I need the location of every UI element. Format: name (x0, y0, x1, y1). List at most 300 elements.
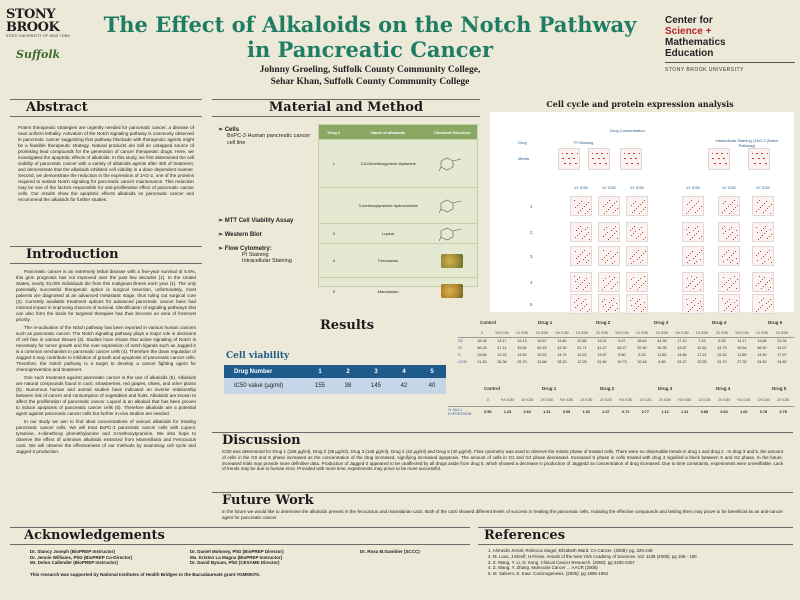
flow-dot (578, 228, 579, 229)
flow-dot (641, 311, 642, 312)
flow-dot (575, 207, 576, 208)
via-header-4: 4 (402, 368, 406, 375)
ack-name: Dr. David Bynum, PhD (CESAME Director) (190, 560, 280, 566)
cc-cell: 52.90 (637, 345, 647, 350)
cc-col-label: 2X IC50 (775, 330, 789, 335)
flow-dot (737, 263, 738, 264)
flow-dot (638, 280, 639, 281)
abstract-section (10, 99, 202, 203)
alkaloid-number: 3 (332, 231, 335, 236)
flow-dot (615, 254, 616, 255)
flow-dot (756, 311, 757, 312)
flow-dot (762, 279, 763, 280)
ack-name: Ms. Kristen La Magna (BioPREP Instructor) (190, 554, 283, 560)
discussion-heading: Discussion (222, 433, 301, 448)
flow-dot (697, 226, 698, 227)
flow-conc-label: 2X IC50 (756, 186, 770, 190)
flow-dot (688, 211, 689, 212)
cc-row (458, 337, 794, 344)
alkaloid-row (319, 187, 477, 223)
ack-heading: Acknowledgements (24, 528, 165, 543)
via-header-2: 2 (346, 368, 350, 375)
flow-dot (641, 255, 642, 256)
flow-dot (575, 237, 576, 238)
flow-dot (730, 278, 731, 279)
flow-dot (608, 309, 609, 310)
flow-dot (723, 203, 724, 204)
flow-dot (689, 260, 690, 261)
flow-dot (767, 153, 768, 154)
flow-dot (643, 309, 644, 310)
flow-dot (608, 283, 609, 284)
flow-dot (769, 306, 770, 307)
flow-dot (686, 287, 687, 288)
cc-cell: 23.34 (777, 339, 787, 343)
flow-dot (630, 288, 631, 289)
flow-dot (573, 158, 574, 159)
flow-dot (587, 211, 588, 212)
flow-dot (610, 237, 611, 238)
flow-dot (760, 251, 761, 252)
flow-dot (724, 210, 725, 211)
flow-dot (633, 233, 634, 234)
flow-conc-label: 1X IC50 (686, 186, 700, 190)
flow-conc-label: 2X IC50 (630, 186, 644, 190)
viability-header-row (224, 365, 446, 378)
cc-cell: 13.23 (577, 352, 587, 357)
flow-dot (767, 308, 768, 309)
cc-group-label: Control (480, 320, 496, 325)
logo-text-stony: STONY (6, 7, 56, 22)
flow-dot (699, 282, 700, 283)
flow-dot (729, 213, 730, 214)
cc-col-label: ½X IC50 (495, 330, 509, 335)
flow-dot (695, 298, 696, 299)
cc-cell: 19.13 (517, 339, 527, 343)
flow-dot (636, 208, 637, 209)
results-heading: Results (320, 318, 375, 333)
flow-dot (723, 233, 724, 234)
cc-col-label: ½X IC50 (735, 330, 749, 335)
alkaloid-row (319, 243, 477, 277)
flow-dot (757, 260, 758, 261)
jag-cell: 1.12 (661, 409, 669, 414)
flow-dot (764, 261, 765, 262)
flow-plot (570, 272, 592, 292)
flow-dot (686, 257, 687, 258)
flow-dot (723, 261, 724, 262)
flow-dot (693, 230, 694, 231)
flow-dot (631, 279, 632, 280)
cc-cell: 43.97 (777, 345, 787, 350)
jag-col-label: 1X IC50 (698, 398, 711, 402)
flow-dot (577, 305, 578, 306)
flow-dot (758, 209, 759, 210)
jag-group-label: Drug 5 (772, 386, 787, 391)
chemical-structure (428, 284, 477, 298)
flow-row-number: 5 (530, 302, 533, 307)
flow-conc-label: 1X IC50 (602, 186, 616, 190)
flow-dot (631, 263, 632, 264)
flow-dot (734, 302, 735, 303)
cc-col-label: 2X IC50 (595, 330, 609, 335)
flow-dot (632, 298, 633, 299)
flow-col-pi: PI Staining (574, 140, 594, 145)
flow-dot (767, 252, 768, 253)
flow-dot (724, 254, 725, 255)
flow-plot (570, 246, 592, 266)
jag-cell: 0.85 (700, 409, 709, 414)
flow-dot (733, 209, 734, 210)
cc-cell: 11.80 (657, 352, 667, 357)
flow-dot (697, 254, 698, 255)
flow-dot (574, 302, 575, 303)
flow-dot (607, 232, 608, 233)
flow-dot (606, 311, 607, 312)
flow-dot (687, 262, 688, 263)
flow-dot (636, 252, 637, 253)
cc-row-label: G1 (458, 345, 463, 350)
flow-dot (645, 251, 646, 252)
cc-cell: 14.66 (677, 352, 687, 357)
chemical-structure (428, 198, 477, 214)
flow-dot (765, 226, 766, 227)
flow-dot (606, 211, 607, 212)
flow-dot (688, 311, 689, 312)
flow-dot (645, 307, 646, 308)
alkaloid-number: 5 (332, 288, 335, 294)
flow-dot (699, 308, 700, 309)
flow-dot (564, 163, 565, 164)
flow-dot (752, 153, 753, 154)
flow-dot (638, 206, 639, 207)
flow-dot (594, 163, 595, 164)
flow-dot (605, 278, 606, 279)
flow-dot (574, 200, 575, 201)
flow-dot (612, 279, 613, 280)
flow-dot (582, 282, 583, 283)
alkaloid-row (319, 223, 477, 243)
flow-dot (701, 206, 702, 207)
cc-cell: 16.34 (477, 339, 487, 343)
flow-dot (730, 204, 731, 205)
flow-dot (609, 302, 610, 303)
jag-col-label: ½X IC50 (500, 398, 515, 402)
flow-dot (756, 153, 757, 154)
flow-col-ic: Intracellular Staining (JAG-2 (Notch Pathway) (715, 138, 779, 148)
flow-dot (701, 280, 702, 281)
flow-dot (700, 289, 701, 290)
flow-dot (756, 285, 757, 286)
flow-dot (723, 158, 724, 159)
flow-dot (765, 284, 766, 285)
jag2-table (448, 386, 794, 416)
flow-dot (639, 153, 640, 154)
flow-dot (578, 298, 579, 299)
flow-dot (576, 230, 577, 231)
flow-dot (633, 153, 634, 154)
flow-dot (722, 286, 723, 287)
jag-group-label: Drug 3 (658, 386, 673, 391)
flow-dot (617, 208, 618, 209)
flow-dot (638, 306, 639, 307)
logo-text-brook: BROOK (6, 20, 60, 35)
flow-dot (641, 227, 642, 228)
flow-dot (729, 287, 730, 288)
authors (220, 64, 520, 88)
ack-col-3 (360, 549, 460, 566)
cc-cell: 27.30 (737, 359, 747, 364)
flow-dot (576, 300, 577, 301)
cc-cell: 31.84 (597, 359, 607, 364)
flow-dot (636, 282, 637, 283)
intro-paragraph-4: In our study we aim to find ideal concentrations of various alkaloids for treating pancreatic cancer cells. We will treat BxPC-3 pancreatic cancer cells with Lupeol, tyramine, 4-dimethoxy phenethylamine and 3-methoxytyramine. We also hope to observe the effect of unknown alkaloids extracted from Mammillaria and Ferocactus cacti. We will observe the effectiveness of our methods by examining cell cycle and Jagged-2 production. (16, 419, 196, 454)
cc-cell: 21.53 (477, 359, 487, 364)
cc-cell: 44.39 (657, 339, 667, 343)
flow-dot (578, 256, 579, 257)
reference-item: 4. Z. Wang, Y. Zhang. Molecular Cancer ... AACR (2006) (488, 565, 598, 571)
flow-dot (722, 228, 723, 229)
cells-detail: BxPC-3 Human pancreatic cancer cell line (227, 133, 311, 146)
flow-dot (771, 234, 772, 235)
future-heading: Future Work (222, 493, 314, 508)
flow-dot (736, 230, 737, 231)
flow-plot (718, 222, 740, 242)
flow-dot (630, 300, 631, 301)
cc-cell: 7.43 (698, 339, 706, 343)
ack-name: Dr. Jennie Williams, PhD (BioPREP Co-Director) (30, 554, 133, 560)
flow-dot (760, 307, 761, 308)
flow-dot (724, 284, 725, 285)
csme-line-1: Center for (665, 15, 713, 26)
flow-dot (733, 283, 734, 284)
flow-dot (730, 304, 731, 305)
flow-dot (635, 158, 636, 159)
cc-cell: 15.67 (537, 339, 547, 343)
csme-university: STONY BROOK UNIVERSITY (665, 67, 744, 73)
cc-cell: 60.15 (537, 345, 547, 350)
flow-dot (763, 286, 764, 287)
flow-dot (584, 206, 585, 207)
jag-col-label: 2X IC50 (540, 398, 554, 402)
flow-dot (612, 235, 613, 236)
flow-dot (697, 310, 698, 311)
flow-dot (640, 234, 641, 235)
flow-row-number: 3 (530, 254, 533, 259)
cc-cell: 13.21 (597, 339, 607, 343)
flow-dot (643, 239, 644, 240)
flow-dot (634, 284, 635, 285)
flow-dot (712, 153, 713, 154)
csme-line-2: Science + (665, 26, 712, 37)
flow-dot (752, 158, 753, 159)
cc-cell: 15.66 (477, 352, 487, 357)
flow-plot (626, 222, 648, 242)
flow-dot (607, 202, 608, 203)
flow-dot (692, 237, 693, 238)
flow-label: Flow Cytometry: (224, 246, 272, 252)
flow-dot (578, 212, 579, 213)
ack-col-1 (30, 549, 190, 566)
flow-plot (682, 246, 704, 266)
cc-row-label: G0 (458, 339, 463, 343)
cc-cell: 17.21 (697, 352, 707, 357)
flow-dot (605, 163, 606, 164)
cc-cell: 22.80 (577, 339, 587, 343)
flow-dot (766, 231, 767, 232)
alk-header-name: Name of alkaloids (371, 129, 406, 135)
flow-dot (768, 301, 769, 302)
jag-cell: 1.66 (740, 409, 748, 414)
flow-dot (762, 305, 763, 306)
flow-dot (592, 153, 593, 154)
flow-dot (637, 259, 638, 260)
flow-dot (763, 158, 764, 159)
flow-dot (603, 306, 604, 307)
flow-dot (587, 285, 588, 286)
jag-cell: 0.56 (484, 409, 492, 414)
via-value-5: 40 (428, 383, 436, 389)
flow-dot (726, 208, 727, 209)
flow-dot (581, 303, 582, 304)
flow-dot (762, 205, 763, 206)
flow-dot (694, 305, 695, 306)
flow-figure (490, 112, 794, 312)
introduction-section (10, 246, 202, 455)
flow-dot (617, 252, 618, 253)
alkaloid-row (319, 139, 477, 187)
flow-dot (583, 259, 584, 260)
flow-dot (606, 285, 607, 286)
flow-dot (639, 229, 640, 230)
flow-dot (691, 200, 692, 201)
flow-dot (606, 255, 607, 256)
flow-dot (575, 281, 576, 282)
cc-cell: 6.07 (618, 339, 626, 343)
flow-dot (696, 203, 697, 204)
flow-dot (734, 276, 735, 277)
cc-cell: 41.27 (597, 345, 607, 350)
jag-col-label: 2X IC50 (777, 398, 790, 402)
flow-dot (729, 229, 730, 230)
flow-dot (701, 306, 702, 307)
cc-cell: 8.33 (638, 352, 646, 357)
cc-cell: 14.74 (557, 352, 567, 357)
flow-dot (584, 306, 585, 307)
ack-col-2 (190, 549, 360, 566)
flow-dot (695, 228, 696, 229)
flow-dot (575, 251, 576, 252)
flow-dot (638, 250, 639, 251)
jag-group-label: Drug 1 (542, 386, 557, 391)
flow-plot (718, 272, 740, 292)
flow-dot (576, 288, 577, 289)
cc-cell: 43.30 (557, 345, 567, 350)
flow-dot (644, 302, 645, 303)
flow-dot (731, 285, 732, 286)
flow-dot (733, 239, 734, 240)
flow-dot (764, 203, 765, 204)
flow-dot (766, 303, 767, 304)
flow-dot (727, 301, 728, 302)
authors-line-1: Johnny Groeling, Suffolk County Community College, (259, 65, 481, 75)
flow-dot (763, 256, 764, 257)
flow-dot (687, 204, 688, 205)
flow-pi: PI Staining (242, 252, 269, 258)
flow-dot (730, 262, 731, 263)
flow-dot (726, 282, 727, 283)
flow-dot (694, 205, 695, 206)
flow-dot (610, 281, 611, 282)
flow-dot (721, 153, 722, 154)
flow-dot (611, 288, 612, 289)
flow-dot (605, 234, 606, 235)
flow-dot (761, 153, 762, 154)
cc-col-label: 2X IC50 (655, 330, 669, 335)
jag-cell: 2.62 (523, 409, 531, 414)
flow-dot (631, 205, 632, 206)
jag-group-label: Drug 4 (716, 386, 731, 391)
flow-dot (759, 200, 760, 201)
flow-dot (571, 153, 572, 154)
methods-section (212, 99, 480, 117)
jag-cell: 2.37 (602, 409, 610, 414)
flow-dot (636, 238, 637, 239)
flow-dot (731, 311, 732, 312)
flow-dot (599, 163, 600, 164)
cc-col-label: 1X IC50 (755, 330, 769, 335)
flow-ic: Intracellular Staining (242, 258, 292, 264)
flow-dot (686, 213, 687, 214)
flow-dot (617, 308, 618, 309)
chemical-structure (428, 254, 477, 268)
flow-dot (580, 254, 581, 255)
flow-row-drug: Drug (518, 140, 527, 145)
intro-paragraph-3: One such treatment against pancreatic cancer is the use of alkaloids (5). Alkaloids are natural compounds found in cacti, strawberries, red grapes, olives, and other plants (5). Numerous human and animal studies have indicated an inverse relationship between risk of cancer and consumption of vegetables and fruits. Alkaloids are known to affect the proliferation of pancreatic cancer. Lupeol is an alkaloid that has been proven to induce apoptosis of pancreatic cancer cells (5). Therefore alkaloids are a potential agent against pancreatic cancer cells but further in-vivo studies are needed. (16, 375, 196, 416)
jag-group-label: Drug 2 (600, 386, 615, 391)
flow-dot (765, 163, 766, 164)
flow-dot (615, 226, 616, 227)
flow-dot (630, 230, 631, 231)
flow-dot (602, 289, 603, 290)
flow-dot (756, 255, 757, 256)
flow-dot (614, 261, 615, 262)
flow-plot (570, 294, 592, 314)
flow-dot (585, 287, 586, 288)
alkaloid-table-header (319, 125, 477, 139)
cc-cell: 49.64 (737, 345, 747, 350)
cc-cell: 19.73 (617, 359, 627, 364)
flow-dot (630, 258, 631, 259)
flow-dot (613, 228, 614, 229)
cc-col-label: ½X IC50 (675, 330, 689, 335)
flow-dot (761, 300, 762, 301)
flow-dot (639, 299, 640, 300)
flow-dot (611, 258, 612, 259)
flow-dot (695, 256, 696, 257)
ref-rule-bottom (478, 544, 793, 545)
flow-dot (610, 251, 611, 252)
flow-dot (605, 262, 606, 263)
flow-dot (725, 231, 726, 232)
flow-dot (640, 278, 641, 279)
cc-col-label: 2X IC50 (715, 330, 729, 335)
flow-dot (603, 250, 604, 251)
flow-dot (577, 205, 578, 206)
flow-dot (610, 307, 611, 308)
cc-group-label: Drug 3 (654, 320, 669, 325)
flow-dot (645, 237, 646, 238)
